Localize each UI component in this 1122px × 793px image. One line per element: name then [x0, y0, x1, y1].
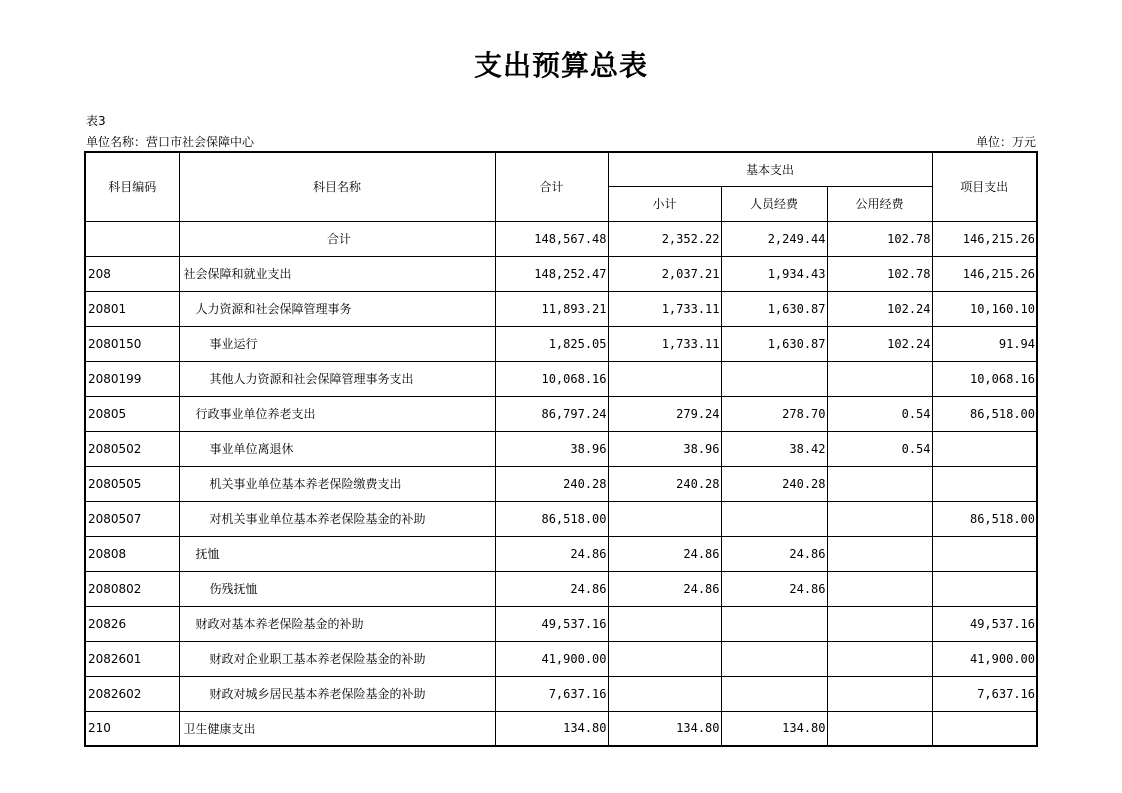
- cell-public: [827, 466, 932, 501]
- table-row: [85, 256, 1037, 291]
- cell-public: 102.78: [827, 256, 932, 291]
- cell-name: 事业运行: [179, 326, 495, 361]
- cell-total: 86,797.24: [495, 396, 608, 431]
- cell-code: 2080507: [85, 501, 179, 536]
- table-body: [85, 221, 1037, 746]
- cell-name: 卫生健康支出: [179, 711, 495, 746]
- cell-project: [932, 466, 1037, 501]
- cell-project: 7,637.16: [932, 676, 1037, 711]
- cell-public: [827, 606, 932, 641]
- cell-project: [932, 711, 1037, 746]
- currency-unit: 单位：万元: [975, 135, 1036, 149]
- page-title: 支出预算总表: [473, 49, 648, 82]
- cell-public: 102.24: [827, 291, 932, 326]
- cell-code: 20805: [85, 396, 179, 431]
- cell-code: 2080199: [85, 361, 179, 396]
- cell-project: 10,068.16: [932, 361, 1037, 396]
- cell-subtotal: 134.80: [608, 711, 721, 746]
- cell-personnel: 38.42: [721, 431, 827, 466]
- cell-public: [827, 676, 932, 711]
- cell-subtotal: [608, 606, 721, 641]
- cell-code: 2080802: [85, 571, 179, 606]
- cell-name: 社会保障和就业支出: [179, 256, 495, 291]
- cell-name: 合计: [179, 221, 495, 256]
- cell-personnel: 240.28: [721, 466, 827, 501]
- cell-name: 人力资源和社会保障管理事务: [179, 291, 495, 326]
- table-row: [85, 221, 1037, 256]
- cell-total: 7,637.16: [495, 676, 608, 711]
- cell-personnel: [721, 641, 827, 676]
- cell-subtotal: [608, 641, 721, 676]
- header-name: 科目名称: [179, 152, 495, 221]
- cell-subtotal: [608, 676, 721, 711]
- cell-total: 148,567.48: [495, 221, 608, 256]
- cell-name: 机关事业单位基本养老保险缴费支出: [179, 466, 495, 501]
- cell-personnel: 1,630.87: [721, 326, 827, 361]
- cell-subtotal: 2,352.22: [608, 221, 721, 256]
- cell-total: 38.96: [495, 431, 608, 466]
- cell-project: 91.94: [932, 326, 1037, 361]
- header-basic: 基本支出: [608, 152, 932, 186]
- cell-subtotal: [608, 361, 721, 396]
- cell-total: 1,825.05: [495, 326, 608, 361]
- header-total: 合计: [495, 152, 608, 221]
- header-code: 科目编码: [85, 152, 179, 221]
- cell-project: 49,537.16: [932, 606, 1037, 641]
- cell-code: 2080150: [85, 326, 179, 361]
- cell-total: 10,068.16: [495, 361, 608, 396]
- cell-subtotal: 2,037.21: [608, 256, 721, 291]
- cell-project: 146,215.26: [932, 256, 1037, 291]
- cell-total: 148,252.47: [495, 256, 608, 291]
- cell-project: [932, 536, 1037, 571]
- cell-code: 20826: [85, 606, 179, 641]
- cell-name: 事业单位离退休: [179, 431, 495, 466]
- cell-total: 24.86: [495, 536, 608, 571]
- cell-personnel: 24.86: [721, 536, 827, 571]
- cell-public: 102.24: [827, 326, 932, 361]
- cell-public: [827, 711, 932, 746]
- header-subtotal: 小计: [608, 186, 721, 221]
- cell-name: 财政对基本养老保险基金的补助: [179, 606, 495, 641]
- table-row: [85, 711, 1037, 746]
- cell-subtotal: 38.96: [608, 431, 721, 466]
- cell-personnel: 24.86: [721, 571, 827, 606]
- cell-project: [932, 431, 1037, 466]
- cell-personnel: [721, 361, 827, 396]
- budget-table: [84, 151, 1038, 747]
- cell-code: 210: [85, 711, 179, 746]
- cell-personnel: 1,934.43: [721, 256, 827, 291]
- cell-name: 财政对城乡居民基本养老保险基金的补助: [179, 676, 495, 711]
- table-row: [85, 606, 1037, 641]
- cell-project: [932, 571, 1037, 606]
- table-row: [85, 326, 1037, 361]
- cell-code: 2082602: [85, 676, 179, 711]
- cell-personnel: 134.80: [721, 711, 827, 746]
- table-row: [85, 466, 1037, 501]
- cell-subtotal: 1,733.11: [608, 291, 721, 326]
- cell-total: 11,893.21: [495, 291, 608, 326]
- cell-personnel: [721, 501, 827, 536]
- cell-total: 240.28: [495, 466, 608, 501]
- cell-subtotal: 279.24: [608, 396, 721, 431]
- table-row: [85, 396, 1037, 431]
- cell-personnel: 1,630.87: [721, 291, 827, 326]
- cell-total: 49,537.16: [495, 606, 608, 641]
- cell-public: 102.78: [827, 221, 932, 256]
- table-row: [85, 641, 1037, 676]
- cell-project: 41,900.00: [932, 641, 1037, 676]
- table-row: [85, 361, 1037, 396]
- cell-code: [85, 221, 179, 256]
- cell-project: 86,518.00: [932, 501, 1037, 536]
- table-number: 表3: [86, 114, 106, 128]
- cell-code: 208: [85, 256, 179, 291]
- cell-public: [827, 361, 932, 396]
- cell-name: 财政对企业职工基本养老保险基金的补助: [179, 641, 495, 676]
- unit-name: 单位名称：营口市社会保障中心: [86, 135, 255, 149]
- cell-public: [827, 536, 932, 571]
- table-row: [85, 536, 1037, 571]
- cell-total: 86,518.00: [495, 501, 608, 536]
- cell-subtotal: [608, 501, 721, 536]
- header-public: 公用经费: [827, 186, 932, 221]
- cell-project: 146,215.26: [932, 221, 1037, 256]
- cell-name: 对机关事业单位基本养老保险基金的补助: [179, 501, 495, 536]
- header-project: 项目支出: [932, 152, 1037, 221]
- cell-name: 行政事业单位养老支出: [179, 396, 495, 431]
- cell-project: 86,518.00: [932, 396, 1037, 431]
- cell-project: 10,160.10: [932, 291, 1037, 326]
- table-row: [85, 431, 1037, 466]
- cell-public: 0.54: [827, 396, 932, 431]
- cell-public: [827, 641, 932, 676]
- cell-name: 抚恤: [179, 536, 495, 571]
- cell-code: 20801: [85, 291, 179, 326]
- cell-code: 2080505: [85, 466, 179, 501]
- header-personnel: 人员经费: [721, 186, 827, 221]
- cell-subtotal: 24.86: [608, 536, 721, 571]
- cell-total: 134.80: [495, 711, 608, 746]
- cell-subtotal: 1,733.11: [608, 326, 721, 361]
- table-row: [85, 676, 1037, 711]
- cell-code: 2080502: [85, 431, 179, 466]
- cell-public: 0.54: [827, 431, 932, 466]
- table-row: [85, 501, 1037, 536]
- table-row: [85, 291, 1037, 326]
- cell-subtotal: 240.28: [608, 466, 721, 501]
- cell-name: 其他人力资源和社会保障管理事务支出: [179, 361, 495, 396]
- cell-total: 24.86: [495, 571, 608, 606]
- cell-subtotal: 24.86: [608, 571, 721, 606]
- cell-code: 20808: [85, 536, 179, 571]
- cell-personnel: [721, 676, 827, 711]
- cell-personnel: [721, 606, 827, 641]
- table-row: [85, 571, 1037, 606]
- cell-personnel: 278.70: [721, 396, 827, 431]
- cell-total: 41,900.00: [495, 641, 608, 676]
- cell-public: [827, 501, 932, 536]
- cell-personnel: 2,249.44: [721, 221, 827, 256]
- cell-name: 伤残抚恤: [179, 571, 495, 606]
- cell-public: [827, 571, 932, 606]
- cell-code: 2082601: [85, 641, 179, 676]
